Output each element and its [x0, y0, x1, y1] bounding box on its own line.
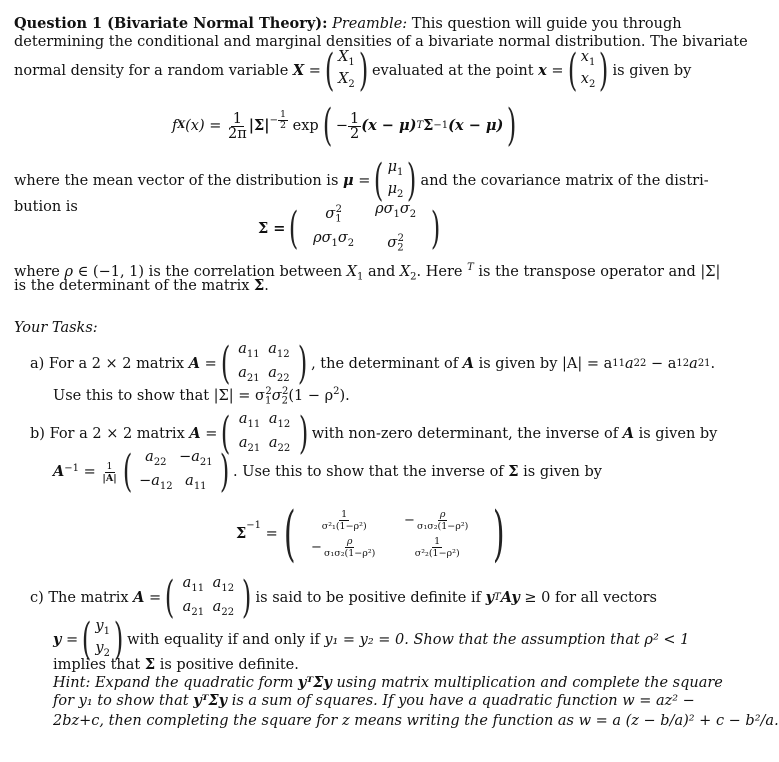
task-a-text-b: , the determinant of	[311, 356, 459, 372]
task-c-y: y	[53, 631, 62, 648]
m12: a	[268, 341, 277, 358]
y1-sub: 1	[103, 626, 110, 637]
vec-x2-sub: 2	[588, 78, 596, 90]
left-paren: (	[165, 572, 175, 623]
mu-symbol: μ	[343, 172, 354, 189]
y2: y	[95, 640, 104, 656]
sinv-11	[301, 509, 387, 532]
s21-den: σ₁σ₂(1−ρ²)	[323, 548, 376, 559]
task-a-line2-a: Use this to show that |Σ| = σ	[53, 387, 265, 404]
density-sigma-exp-num: 1	[279, 109, 287, 120]
bm22-sub: 22	[277, 442, 291, 454]
task-c-text-d2: y₁ = y₂ = 0. Show that the assumption that	[324, 632, 640, 648]
task-c-line-1	[30, 572, 657, 623]
exp-inv: −1	[433, 120, 449, 131]
mu1-sub: 1	[397, 167, 404, 178]
cm22-sub: 22	[221, 606, 235, 618]
bm21-sub: 21	[247, 442, 261, 454]
hint1: Hint: Expand the quadratic form	[53, 675, 294, 691]
preamble-line3-b: evaluated at the point	[371, 63, 534, 79]
density-sigma-exp-frac	[278, 110, 288, 131]
cm12: a	[212, 575, 222, 592]
i21: −a	[139, 473, 160, 489]
task-a-text-a: For a 2 × 2 matrix	[48, 356, 185, 372]
i22: a	[185, 473, 194, 489]
d4: 21	[697, 358, 711, 369]
left-paren: (	[221, 408, 231, 459]
task-b-label: b)	[30, 426, 45, 442]
rho-line2-sigma: Σ	[254, 277, 265, 294]
task-c-text-b: is said to be positive definite if	[255, 590, 481, 606]
task-b-eq: =	[205, 426, 218, 442]
d3: 12	[676, 358, 690, 369]
left-paren: (	[567, 45, 577, 96]
mu1: μ	[387, 159, 397, 176]
rho-text-d: is the transpose operator and |Σ|	[478, 263, 721, 280]
task-c-m21	[178, 598, 208, 622]
mu2-sub: 2	[397, 188, 404, 200]
s12-sign: −	[404, 512, 415, 528]
d-mid2: a	[689, 356, 698, 372]
rho-line2-period: .	[264, 278, 269, 294]
mean-line	[14, 155, 709, 206]
right-paren: )	[493, 499, 505, 569]
exp-body-c: (x − μ)	[448, 117, 504, 134]
task-b-sigma: Σ	[508, 463, 519, 480]
task-b-A2: A	[622, 425, 634, 442]
exp-sigma: Σ	[423, 117, 434, 134]
density-arg: (x) =	[185, 118, 222, 134]
density-frac	[226, 112, 249, 141]
task-c-label: c)	[30, 590, 44, 606]
cov-a21-sym: ρσ	[313, 230, 332, 246]
preamble-line-3: normal density for a random variable X = ( $X_1$ $X_2$ ) evaluated at the point x = ( $x_1$ $x_2$ ) is given by	[14, 45, 692, 96]
i11-sub: 22	[153, 457, 167, 468]
task-c-yT-sup: T	[494, 592, 501, 603]
s11-num: 1	[341, 509, 348, 520]
vec-x2: x	[580, 71, 589, 87]
cov-a12	[365, 200, 427, 229]
l2-close: ).	[339, 387, 350, 404]
task-b-text-b: with non-zero determinant, the inverse of	[311, 426, 619, 442]
sinv-sup: −1	[246, 520, 262, 531]
task-b-matrix	[235, 410, 295, 458]
rho-x1-sub: 1	[356, 271, 364, 283]
rho-line-2	[14, 277, 269, 295]
mean-text-a: where the mean vector of the distribution is	[14, 173, 339, 189]
cov-a11-sym: σ	[325, 206, 336, 223]
rho-x2: X	[399, 263, 411, 280]
right-paren: )	[599, 45, 609, 96]
density-sigma-exp-minus: −	[269, 115, 278, 126]
l2-p3: 2	[333, 386, 340, 397]
i21-sub: 12	[159, 480, 173, 492]
bm22: a	[268, 435, 278, 451]
vec-X1-sub: 1	[348, 57, 355, 68]
y2-sub: 2	[103, 647, 110, 659]
s11-den: σ²₁(1−ρ²)	[321, 521, 367, 532]
hint3-b: (z − b/a)² + c − b²/a	[625, 713, 775, 729]
d-end: .	[710, 356, 716, 372]
rho-line2-text: is the determinant of the matrix	[14, 278, 250, 294]
m11-sub: 11	[246, 349, 260, 360]
mean-text-b: and the covariance matrix of the distri-	[420, 173, 709, 189]
i22-sub: 11	[193, 480, 207, 492]
left-paren: (	[374, 155, 384, 206]
task-c-eq: =	[149, 590, 162, 606]
hint-line-2	[53, 692, 695, 710]
bm11: a	[238, 411, 248, 428]
i12: −a	[179, 449, 200, 466]
sinv-eq: =	[265, 526, 278, 542]
cov-a11-sup: 2	[335, 204, 342, 216]
left-paren: (	[324, 45, 335, 96]
task-a-label: a)	[30, 356, 45, 372]
bm12: a	[268, 411, 278, 428]
density-sigma-det: |Σ|	[248, 117, 270, 134]
task-b-text-e: is given by	[523, 464, 602, 480]
task-b-m12	[265, 410, 295, 434]
m11: a	[238, 341, 247, 358]
s21-num: ρ	[346, 536, 353, 547]
density-sigma-exponent	[270, 110, 288, 131]
cm11: a	[182, 575, 192, 592]
right-paren: )	[298, 408, 308, 459]
vector-X	[338, 49, 355, 93]
task-c-line3-a: implies that	[53, 657, 141, 673]
sinv-lhs: Σ	[236, 525, 247, 542]
l2-s2: 2	[281, 395, 288, 407]
density-frac-num: 1	[232, 110, 242, 127]
task-b-text-a: For a 2 × 2 matrix	[49, 426, 185, 442]
right-paren: )	[113, 614, 124, 665]
preamble-line3-c: is given by	[612, 63, 692, 79]
inv-frac-den: |A|	[102, 472, 117, 484]
sinv-21	[301, 536, 387, 559]
d-minus: − a	[651, 356, 677, 372]
mean-line-2: bution is	[14, 199, 78, 215]
rho-T: T	[467, 262, 474, 273]
left-paren: (	[283, 499, 296, 569]
task-b-line-2	[53, 446, 602, 497]
vec-x1: x	[580, 49, 589, 66]
right-paren: )	[407, 155, 417, 206]
task-a-A2: A	[462, 355, 474, 372]
left-paren: (	[220, 338, 231, 389]
var-X: X	[292, 62, 305, 79]
task-c-m11	[178, 574, 208, 598]
m22: a	[268, 365, 277, 381]
task-c-text-c: ≥ 0 for all vectors	[524, 590, 657, 606]
task-c-A: A	[133, 589, 145, 606]
d1: 11	[612, 358, 626, 369]
sinv-12	[387, 509, 487, 532]
exp-frac	[348, 112, 361, 141]
task-c-y-eq: =	[66, 632, 79, 648]
vec-x1-sub: 1	[588, 57, 596, 68]
task-a-line-1	[30, 338, 716, 389]
task-a-text-c: is given by |A| = a	[478, 356, 613, 372]
task-a-A: A	[188, 355, 200, 372]
left-paren: (	[322, 100, 332, 151]
inv-frac	[100, 461, 118, 484]
left-paren: (	[122, 446, 132, 497]
rho-x1: X	[346, 263, 357, 280]
question-title: Question 1 (Bivariate Normal Theory):	[14, 15, 328, 32]
right-paren: )	[507, 100, 517, 151]
inv-i21	[136, 472, 176, 496]
preamble-text: This question will guide you through	[411, 16, 682, 32]
hint2-q: yᵀΣy	[193, 692, 228, 709]
inv-matrix	[136, 448, 216, 496]
vector-x	[581, 49, 596, 93]
m12-sub: 12	[276, 349, 290, 360]
cov-a21-mid: σ	[337, 230, 348, 246]
left-paren: (	[289, 203, 299, 254]
task-c-yT: y	[485, 589, 495, 606]
cm12-sub: 12	[221, 583, 235, 594]
sigma-inverse	[236, 499, 511, 569]
exp-frac-den: 2	[350, 125, 360, 142]
density-formula	[172, 100, 521, 151]
s21-sign: −	[311, 539, 322, 555]
exp-word: exp	[292, 118, 319, 134]
m22-sub: 22	[276, 372, 290, 384]
task-c-text-d3: ρ² < 1	[644, 632, 690, 648]
task-b-A: A	[189, 425, 201, 442]
task-a-m11	[234, 340, 264, 364]
cov-a22-sym: σ	[387, 234, 398, 251]
inv-i22	[176, 472, 216, 496]
m21-sub: 21	[246, 372, 260, 384]
hint2: for y₁ to show that	[53, 693, 189, 709]
density-sigma-exp-den: 2	[279, 120, 287, 131]
cov-grid	[303, 200, 427, 257]
rho-symbol: ρ	[64, 263, 73, 280]
rho-x2-sub: 2	[410, 271, 417, 283]
right-paren: )	[297, 338, 308, 389]
sinv-22	[387, 536, 487, 559]
task-c-line3-sigma: Σ	[144, 656, 156, 673]
s12-den: σ₁σ₂(1−ρ²)	[416, 521, 469, 532]
cov-a12-s1: 1	[393, 209, 400, 221]
i11: a	[145, 449, 154, 466]
inv-lhs: A	[53, 463, 65, 480]
cov-a21-s2: 2	[347, 237, 355, 249]
l2-p1: 2	[265, 386, 272, 397]
task-c-text-d: with equality if and only if	[127, 632, 320, 648]
right-paren: )	[219, 446, 230, 497]
m21: a	[238, 365, 247, 381]
right-paren: )	[358, 45, 369, 96]
task-a-m12	[264, 340, 294, 364]
hint2-b: is a sum of squares. If you have a quadratic function w = az² −	[231, 693, 695, 709]
l2-mid: σ	[271, 387, 282, 404]
equals: =	[308, 63, 321, 79]
cov-lhs: Σ =	[258, 220, 286, 237]
cm22: a	[212, 599, 222, 615]
cm21: a	[182, 599, 192, 615]
rho-text-a: where	[14, 263, 60, 280]
task-c-m12	[208, 574, 238, 598]
i12-sub: 21	[199, 457, 213, 468]
inv-i12	[176, 448, 216, 472]
sinv-grid	[301, 509, 487, 559]
right-paren: )	[242, 572, 252, 623]
density-frac-den: 2π	[228, 125, 247, 142]
bm11-sub: 11	[247, 419, 261, 430]
cov-a12-sym: ρσ	[375, 201, 394, 218]
right-paren: )	[430, 203, 440, 254]
cov-a22-sup: 2	[397, 233, 404, 244]
hint1-b: using matrix multiplication and complete the square	[336, 675, 723, 691]
bm21: a	[238, 435, 248, 451]
cov-a22	[365, 229, 427, 258]
task-b-m11	[235, 410, 265, 434]
mean-eq: =	[358, 173, 371, 189]
density-f-sub: X	[177, 120, 186, 131]
density-f: f	[172, 118, 178, 134]
hint1-q: yᵀΣy	[297, 674, 332, 691]
y1: y	[95, 618, 104, 635]
preamble-label: Preamble:	[332, 16, 408, 32]
rho-text-b: ∈ (−1, 1) is the correlation between	[77, 263, 343, 280]
task-c-matrix	[178, 574, 238, 622]
cov-a12-mid: σ	[399, 201, 410, 218]
d-mid: a	[625, 356, 634, 372]
task-c-m22	[208, 598, 238, 622]
vec-X2: X	[338, 71, 349, 87]
hint-line-3	[53, 712, 779, 730]
s22-num: 1	[434, 536, 441, 547]
inv-sup: −1	[64, 463, 80, 474]
task-c-Ay: Ay	[500, 589, 520, 606]
s12-num: ρ	[439, 509, 446, 520]
cm21-sub: 21	[191, 606, 205, 618]
vec-X2-sub: 2	[348, 78, 355, 90]
inv-i11	[136, 448, 176, 472]
task-c-line3-b: is positive definite.	[159, 657, 299, 673]
vec-X1: X	[338, 49, 349, 66]
task-a-line-2	[53, 383, 350, 411]
task-c-line-3	[53, 656, 299, 674]
exp-T: T	[416, 120, 424, 131]
rho-text-c: . Here	[416, 263, 463, 280]
preamble-line3-a: normal density for a random variable	[14, 63, 289, 79]
task-a-matrix	[234, 340, 294, 388]
inv-frac-num: 1	[106, 460, 113, 472]
cov-a11	[303, 200, 365, 229]
covariance-matrix	[258, 201, 444, 254]
var-x: x	[538, 62, 547, 79]
cov-a11-sub: 1	[335, 214, 342, 225]
rho-and: and	[367, 263, 396, 280]
cov-a22-sub: 2	[397, 242, 404, 254]
d2: 22	[633, 358, 647, 369]
exp-minus: −	[335, 118, 348, 134]
s22-den: σ²₂(1−ρ²)	[414, 548, 460, 559]
inv-eq: =	[83, 464, 96, 480]
mu-vector	[388, 159, 404, 203]
l2-p2: 2	[281, 386, 289, 397]
l2-s1: 1	[264, 395, 272, 407]
hint3: 2bz+c, then completing the square for z means writing the function as w = a	[53, 713, 622, 729]
exp-frac-num: 1	[350, 110, 360, 127]
mu2: μ	[387, 181, 397, 197]
hint-line-1	[53, 674, 723, 692]
cov-a12-s2: 2	[409, 209, 417, 221]
cov-a21	[303, 229, 365, 258]
task-b-line-1	[30, 408, 718, 459]
bm12-sub: 12	[277, 419, 291, 430]
hint3-end: .	[774, 713, 779, 729]
task-b-text-d: . Use this to show that the inverse of	[233, 464, 504, 480]
left-paren: (	[82, 614, 92, 665]
cov-a21-s1: 1	[331, 237, 338, 249]
cm11-sub: 11	[191, 583, 205, 594]
tasks-label: Your Tasks:	[14, 320, 98, 336]
task-c-text-a: The matrix	[48, 590, 129, 606]
preamble-line-1	[14, 15, 682, 33]
l2-end: (1 − ρ	[288, 387, 334, 404]
preamble-line-2: determining the conditional and marginal densities of a bivariate normal distribution. The bivariate	[14, 34, 748, 50]
task-a-eq: =	[204, 356, 217, 372]
task-b-text-c: is given by	[638, 426, 718, 442]
exp-body-b: (x − μ)	[361, 117, 417, 134]
